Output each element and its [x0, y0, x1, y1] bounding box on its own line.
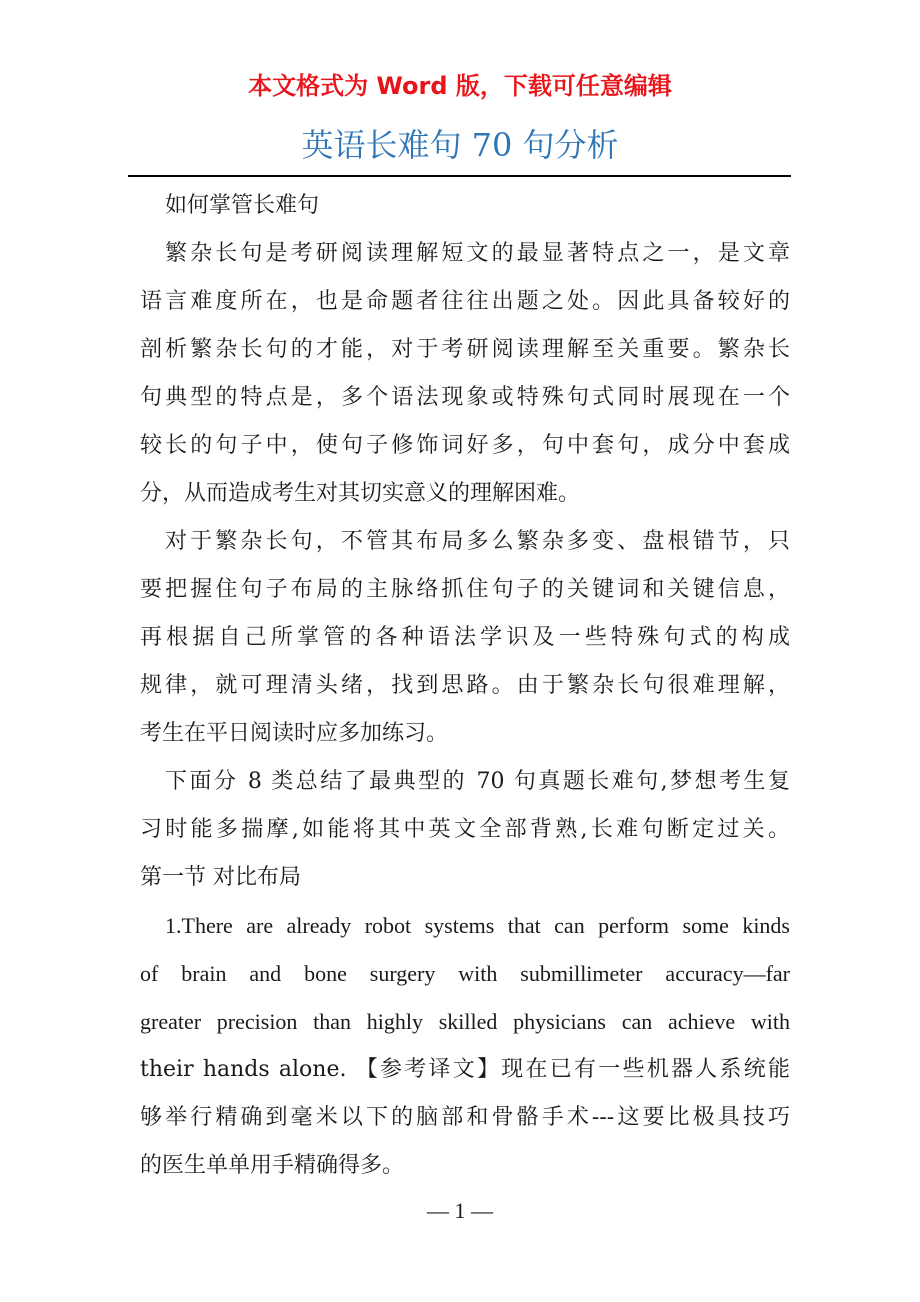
- example-line: of brain and bone surgery with submillimeter accuracy—far: [140, 961, 790, 986]
- document-title: 英语长难句 70 句分析: [301, 126, 619, 164]
- example-line: 1.There are already robot systems that can perform some kinds: [165, 913, 790, 938]
- title-rule: [128, 175, 791, 177]
- translation-line: 够举行精确到毫米以下的脑部和骨骼手术---这要比极具技巧: [140, 1105, 790, 1130]
- chapter-heading: 第一节 对比布局: [140, 865, 301, 890]
- paragraph-line: 再根据自己所掌管的各种语法学识及一些特殊句式的构成: [140, 625, 790, 650]
- example-line: greater precision than highly skilled physicians can achieve with: [140, 1009, 790, 1034]
- paragraph-line: 句典型的特点是，多个语法现象或特殊句式同时展现在一个: [140, 385, 790, 410]
- paragraph-line: 下面分 8 类总结了最典型的 70 句真题长难句,梦想考生复: [165, 769, 790, 794]
- format-notice: 本文格式为 Word 版，下载可任意编辑: [248, 72, 672, 100]
- paragraph-line: 语言难度所在，也是命题者往往出题之处。因此具备较好的: [140, 289, 790, 314]
- paragraph-line: 要把握住句子布局的主脉络抓住句子的关键词和关键信息，: [140, 577, 790, 602]
- page-number: — 1 —: [427, 1198, 493, 1223]
- section-heading: 如何掌管长难句: [165, 193, 320, 218]
- paragraph-line: 繁杂长句是考研阅读理解短文的最显著特点之一，是文章: [165, 241, 790, 266]
- body-text: [140, 182, 790, 1190]
- paragraph-line: 规律，就可理清头绪，找到思路。由于繁杂长句很难理解，: [140, 673, 790, 698]
- paragraph-line: 考生在平日阅读时应多加练习。: [140, 721, 449, 746]
- paragraph-line: 习时能多揣摩,如能将其中英文全部背熟,长难句断定过关。: [140, 817, 790, 842]
- translation-line: 的医生单单用手精确得多。: [140, 1153, 405, 1178]
- paragraph-line: 对于繁杂长句，不管其布局多么繁杂多变、盘根错节，只: [165, 529, 790, 554]
- paragraph-line: 剖析繁杂长句的才能，对于考研阅读理解至关重要。繁杂长: [140, 337, 790, 362]
- paragraph-line: 较长的句子中，使句子修饰词好多，句中套句，成分中套成: [140, 433, 790, 458]
- paragraph-line: 分，从而造成考生对其切实意义的理解困难。: [140, 481, 581, 506]
- translation-line: their hands alone. 【参考译文】现在已有一些机器人系统能: [140, 1057, 790, 1082]
